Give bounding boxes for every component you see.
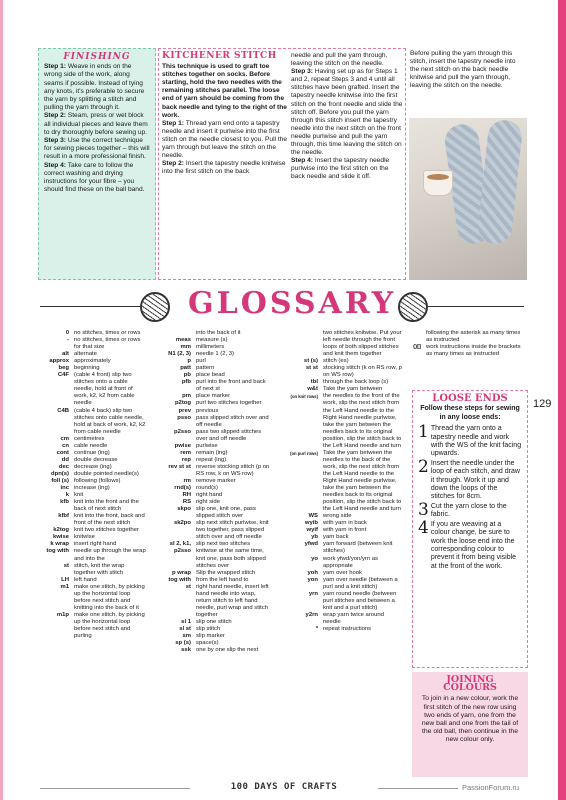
glossary-term: psso [177,414,191,421]
page-number: 129 [533,398,552,410]
glossary-definition: centimetres [74,435,105,442]
glossary-term: p wrap [172,569,191,576]
glossary-definition: no stitches, times or rows [74,330,141,336]
glossary-term: RH [182,492,191,499]
glossary-definition: work yfwd/yon/yrn as appropriate [323,555,378,569]
glossary-definition: right hand needle, insert left hand needle into wrap, return stitch to left hand needle, purl wrap and stitch together [196,583,269,618]
kitchener-step-3: Step 3: Having set up as for Steps 1 and 2, repeat Steps 3 and 4 until all stitches have been grafted. Insert the tapestry needle knitwise into the first stitch on the front needle and slide the stitch off. Before you pull the yarn through this stitch insert the tapestry needle into the next stitch on the front needle purlwise and pull the yarn through, this time leaving the stitch on the needle. [291,68,403,157]
glossary-column-2 [148,330,272,654]
page-edge-bar-left [0,0,3,800]
glossary-term: yrn [308,590,318,597]
glossary-entry [148,548,272,569]
glossary-entry [148,358,272,365]
glossary-term: dd [61,456,69,463]
footer-title: 100 DAYS OF CRAFTS [230,782,338,792]
glossary-definition: Take the yarn between the needles to the back of the work, slip the next stitch from the Left Hand needle to the Right Hand needle purlwise, take the yarn between the needles back to its original position, slip the stitch back to the Left Hand needle and turn [323,449,402,513]
glossary-entry [275,379,403,386]
glossary-entry [275,513,403,520]
glossary-entry [38,563,146,577]
glossary-definition: one by one slip the next [196,647,259,654]
kitchener-col-3: Before pulling the yarn through this stitch, insert the tapestry needle into the next stitch on the back needle knitwise and pull the yarn through, leaving the stitch on the needle. [410,50,516,90]
glossary-definition: slip one stitch [196,618,232,625]
finishing-box [38,48,156,280]
glossary-definition: work instructions inside the brackets as many times as instructed [426,344,521,358]
kitchener-title: KITCHENER STITCH [162,51,277,61]
glossary-entry [148,499,272,506]
glossary-term: kfb [60,499,69,506]
glossary-definition: previous [196,407,219,414]
finishing-title: FINISHING [63,52,131,62]
kitchener-col-2: needle and pull the yarn through, leaving the stitch on the needle. Step 3: Having set up as for Steps 1 and 2, repeat Steps 3 and 4 until all stitches have been grafted. Insert the tapestry needle knitwise into the first stitch on the front needle and slide the stitch off. Before you pull the yarn through this stitch insert the tapestry needle into the next stitch on the front needle purlwise and pull the yarn through, this time leaving the stitch on the needle. Step 4: Insert the tapestry needle purlwise into the first stitch on the back needle and slide it off. [291,52,403,181]
glossary-term: sp (s) [175,640,191,647]
glossary-entry [275,626,403,633]
glossary-term: foll (s) [51,477,69,484]
glossary-definition: stitch (es) [323,358,349,365]
glossary-term: m1p [56,611,69,618]
glossary-term: ()[] [413,344,421,351]
glossary-entry [38,478,146,485]
glossary-term: tbl [310,379,318,386]
glossary-entry [38,436,146,443]
glossary-entry [148,372,272,379]
footer-rule-right [378,788,458,789]
glossary-definition: cable needle [74,442,108,449]
tea-cup [423,170,453,196]
glossary-entry [275,556,403,570]
glossary-definition: right side [196,499,220,506]
glossary-entry [275,520,403,527]
glossary-entry [275,534,403,541]
glossary-definition: place marker [196,393,231,400]
loose-ends-title: LOOSE ENDS [432,393,508,404]
glossary-definition: yarn over hook [323,569,362,576]
glossary-definition: remain (ing) [196,449,228,456]
finishing-step-3: Step 3: Use the correct technique for sewing pieces together – this will result in a more professional finish. [44,137,150,161]
glossary-entry [275,393,403,449]
glossary-entry [148,520,272,541]
glossary-definition: two stitches knitwise. Put your left needle through the front loops of both slipped stitches and knit them together [323,330,402,358]
glossary-column-3 [275,330,403,633]
glossary-entry [406,330,524,344]
glossary-entry [275,541,403,555]
finishing-step-1: Step 1: Weave in ends on the wrong side of the work, along seams if possible. Instead of tying any knots, it’s preferable to secure the yarn by splitting a stitch and pulling the yarn through it. [44,63,145,112]
glossary-definition: knit into the front, back and front of the next stitch [74,513,145,527]
glossary-definition: insert right hand [74,541,117,548]
joining-title: JOINING COLOURS [443,674,497,694]
glossary-term: p2sso [173,428,191,435]
glossary-definition: purl into the front and back of next st [196,379,266,393]
glossary-entry [38,330,146,337]
glossary-definition: decrease (ing) [74,463,112,470]
sock-right [477,119,524,246]
glossary-entry [148,584,272,619]
glossary-term: LH [61,576,69,583]
joining-colours-box [412,672,528,777]
glossary-entry [38,337,146,351]
glossary-entry [38,471,146,478]
glossary-term: pm [182,393,191,400]
yarn-line-left [40,306,140,307]
glossary-term: cn [62,442,69,449]
glossary-entry [38,541,146,548]
glossary-term: sm [182,633,191,640]
glossary-term: prev [178,407,191,414]
glossary-entry [275,330,403,358]
glossary-definition: with yarn in back [323,520,367,527]
glossary-term: wyib [304,520,318,527]
glossary-term: wyif [306,527,318,534]
glossary-entry [148,365,272,372]
glossary-entry [275,527,403,534]
glossary-term: skpo [177,506,191,513]
glossary-definition: repeat instructions [323,625,372,632]
glossary-term: yb [311,534,318,541]
glossary-entry [148,344,272,351]
glossary-term: beg [58,365,69,372]
glossary-definition: wrap yarn twice around needle [323,611,384,625]
glossary-entry [38,492,146,499]
glossary-entry [38,499,146,513]
glossary-entry [275,570,403,577]
glossary-entry [148,330,272,337]
watermark: PassionForum.ru [462,783,520,792]
finishing-step-2: Step 2: Steam, press or wet block all individual pieces and leave them to dry thoroughly before sewing up. [44,112,148,136]
glossary-term: rm [183,477,191,484]
glossary-term: k [65,492,69,499]
glossary-entry [148,408,272,415]
glossary-term: dpn(s) [51,470,69,477]
glossary-definition: slip one, knit one, pass slipped stitch over [196,506,256,520]
glossary-term: mm [180,344,191,351]
glossary-entry [148,478,272,485]
glossary-entry [38,372,146,407]
glossary-entry [148,464,272,478]
kitchener-step-2: Step 2: Insert the tapestry needle knitwise into the first stitch on the back [162,160,286,176]
footer-rule-left [40,788,190,789]
glossary-entry [275,358,403,365]
glossary-term: yo [311,555,318,562]
glossary-term: pfb [181,379,191,386]
glossary-entry [38,408,146,436]
glossary-definition: (cable 4 front) slip two stitches onto a cable needle, hold at front of work, k2, k2 from cable needle [74,372,135,407]
glossary-entry [148,457,272,464]
glossary-definition: pass slipped stitch over and off needle [196,414,269,428]
glossary-entry [38,351,146,358]
glossary-definition: measure (s) [196,337,228,344]
glossary-entry [38,450,146,457]
glossary-term: WS [308,513,318,520]
glossary-entry [148,337,272,344]
glossary-definition: alternate [74,351,97,358]
glossary-term: yon [307,576,318,583]
glossary-term: yoh [307,569,318,576]
glossary-entry [275,591,403,612]
glossary-entry [38,548,146,562]
glossary-term: C4F [57,372,69,379]
loose-ends-step: 1 Thread the yarn onto a tapestry needle and work with the WS of the knit facing upwards. [418,422,522,458]
glossary-term: st (s) [303,358,318,365]
glossary-definition: right hand [196,492,223,499]
glossary-entry [275,386,403,393]
glossary-term: * [315,625,318,632]
glossary-entry [38,464,146,471]
glossary-definition: purl two stitches together [196,400,262,407]
glossary-definition: yarn round needle (between purl stitches and between a knit and a purl stitch) [323,590,397,611]
glossary-definition: round(s) [196,485,218,492]
glossary-entry [38,513,146,527]
glossary-term: RS [182,499,191,506]
glossary-term: p2sso [173,548,191,555]
glossary-title: GLOSSARY [188,286,397,321]
glossary-entry [38,577,146,584]
glossary-term: cont [56,449,69,456]
loose-ends-step: 4 If you are weaving at a colour change, be sure to work the loose end into the corresponding colour to prevent it from being visible at the front of the work. [418,517,517,570]
glossary-definition: with yarn in front [323,527,367,534]
glossary-term [406,330,426,344]
glossary-term: cm [60,435,69,442]
glossary-definition: from the left hand to [196,576,249,583]
glossary-definition: knit into the front and the back of next stitch [74,499,139,513]
glossary-definition: the needles to the front of the work, slip the next stitch from the Left Hand needle to the Right Hand needle purlwise, take the yarn between the needles back to its original position, slip the stitch back to the Left Hand needle and turn [323,393,402,449]
glossary-definition: (cable 4 back) slip two stitches onto cable needle, hold at back of work, k2, k2 from cable needle [74,407,146,435]
glossary-definition: beginning [74,365,100,372]
glossary-definition: left hand [74,576,97,583]
glossary-entry [38,534,146,541]
glossary-entry [148,570,272,577]
glossary-definition: remove marker [196,477,236,484]
glossary-entry [148,400,272,407]
glossary-term: alt [62,351,69,358]
glossary-header [0,286,566,322]
glossary-term: sl 2, k1, [169,541,191,548]
glossary-term: rep [181,456,191,463]
glossary-term: - [67,337,69,344]
glossary-term [148,330,196,337]
loose-ends-box [412,390,528,668]
glossary-term: st [63,562,69,569]
glossary-term: C4B [57,407,69,414]
glossary-term: tog with [46,548,69,555]
glossary-entry [275,365,403,379]
glossary-term: 0 [65,330,69,336]
glossary-term: (on purl rows) [290,450,318,456]
glossary-entry [406,344,524,358]
glossary-term: inc [60,485,69,492]
kitchener-step-1: Step 1: Thread yarn end onto a tapestry needle and insert it purlwise into the first stitch on the needle closest to you. Pull the yarn through but leave the stitch on the needle. [162,119,287,160]
glossary-entry [148,379,272,393]
glossary-definition: needle 1 (2, 3) [196,351,234,358]
yarn-ball-icon [140,292,170,322]
finishing-step-4: Step 4: Take care to follow the correct washing and drying instructions for your fibre – you should find these on the ball band. [44,161,145,194]
glossary-definition: yarn back [323,534,349,541]
glossary-definition: knit two stitches together [74,527,139,534]
glossary-entry [148,443,272,450]
glossary-definition: knit [74,492,84,499]
glossary-entry [38,457,146,464]
glossary-entry [148,351,272,358]
glossary-definition: double pointed needle(s) [74,470,139,477]
glossary-term: rnd(s) [174,485,191,492]
glossary-definition: following (follows) [74,477,121,484]
yarn-ball-icon [398,292,428,322]
glossary-definition: Take the yarn between [323,386,383,393]
glossary-term: tog with [168,576,191,583]
glossary-term: sk2po [173,520,191,527]
glossary-term: st st [305,365,318,372]
glossary-definition: pass two slipped stitches over and off needle [196,428,262,442]
loose-ends-step: 2 Insert the needle under the loop of each stitch, and draw it through. Work it up and down the loops of the stitches for 8cm. [418,456,520,501]
glossary-entry [148,492,272,499]
glossary-term: rem [180,449,191,456]
page-edge-bar [558,0,566,800]
glossary-term: y2rn [305,611,318,618]
glossary-term: patt [180,365,191,372]
glossary-term: ssk [181,647,191,654]
glossary-column-4 [406,330,524,358]
glossary-definition: yarn forward (between knit stitches) [323,541,393,555]
glossary-term: kwise [52,534,69,541]
glossary-entry [38,485,146,492]
glossary-entry [148,429,272,443]
glossary-entry [148,577,272,584]
glossary-entry [148,626,272,633]
glossary-definition: place bead [196,372,225,379]
glossary-definition: yarn over needle (between a purl and a knit stitch) [323,576,398,590]
glossary-term: k2tog [53,527,69,534]
kitchener-col-1 [162,52,287,276]
glossary-definition: make one stitch, by picking up the horizontal loop before next stitch and knitting into the back of it [74,583,145,611]
glossary-definition: approximately [74,358,111,365]
glossary-definition: following the asterisk as many times as instructed [426,330,521,344]
glossary-term: k wrap [50,541,69,548]
glossary-entry [148,633,272,640]
glossary-definition: needle up through the wrap and into the [74,548,146,562]
glossary-term: p2tog [174,400,191,407]
glossary-definition: repeat (ing) [196,456,227,463]
glossary-entry [38,584,146,612]
kitchener-step-4: Step 4: Insert the tapestry needle purlwise into the first stitch on the back needle and slide it off. [291,157,390,181]
glossary-term: dec [58,463,69,470]
glossary-term: st [185,583,191,590]
glossary-column-1 [38,330,146,640]
glossary-definition: knitwise at the same time, knit one, pass both slipped stitches over [196,548,266,569]
glossary-entry [148,541,272,548]
glossary-term: approx [49,358,69,365]
glossary-definition: into the back of it [196,330,241,336]
glossary-entry [275,450,403,513]
glossary-entry [148,647,272,654]
glossary-term: sl st [179,625,191,632]
glossary-entry [38,527,146,534]
glossary-definition: wrong side [323,513,352,520]
glossary-definition: space(s) [196,640,219,647]
glossary-definition: pattern [196,365,215,372]
socks-photo [409,118,527,280]
glossary-definition: slip next stitch purlwise, knit two together, pass slipped stitch over and off needle [196,520,269,541]
loose-ends-intro: Follow these steps for sewing in any loose ends: [420,405,520,421]
glossary-entry [38,612,146,640]
glossary-definition: continue (ing) [74,449,110,456]
glossary-term: m1 [60,583,69,590]
glossary-entry [38,358,146,365]
glossary-term: pb [183,372,191,379]
glossary-entry [148,450,272,457]
glossary-term: yfwd [304,541,318,548]
glossary-term: (on knit rows) [290,394,318,400]
glossary-definition: Slip the wrapped stitch [196,569,256,576]
glossary-entry [148,485,272,492]
glossary-definition: slip stitch [196,625,221,632]
glossary-term: p [187,358,191,365]
glossary-term: w&t [307,386,318,393]
glossary-definition: make one stitch, by picking up the horizontal loop before next stitch and purling [74,611,145,640]
kitchener-intro: This technique is used to graft toe stitches together on socks. Before starting, hold the two needles with the remaining stitches parallel. The loose end of yarn should be coming from the back needle and tying to the right of the work. [162,63,287,119]
glossary-entry [275,577,403,591]
glossary-term: meas [175,337,191,344]
glossary-entry [148,640,272,647]
glossary-definition: stocking stitch (k on RS row, p on WS row) [323,365,402,379]
glossary-entry [148,415,272,429]
glossary-entry [148,619,272,626]
yarn-line-right [428,306,524,307]
glossary-entry [148,506,272,520]
glossary-definition: purlwise [196,442,218,449]
glossary-term: rev st st [168,463,191,470]
glossary-entry [38,365,146,372]
glossary-term [275,330,323,358]
glossary-definition: no stitches, times or rows for that size [74,337,141,351]
glossary-definition: stitch, knit the wrap together with stitch [74,562,125,576]
glossary-definition: millimeters [196,344,225,351]
glossary-definition: slip marker [196,633,225,640]
glossary-definition: increase (ing) [74,485,110,492]
glossary-entry [275,612,403,626]
glossary-definition: through the back loop (s) [323,379,389,386]
glossary-definition: slip next two stitches [196,541,251,548]
joining-text: To join in a new colour, work the first stitch of the new row using two ends of yarn, one from the new ball and one from the tail of the old ball, then continue in the new colour only. [421,695,519,744]
glossary-definition: knitwise [74,534,95,541]
glossary-term: sl 1 [181,618,191,625]
glossary-term: kfbf [58,513,69,520]
glossary-definition: double decrease [74,456,118,463]
glossary-term: pwise [174,442,191,449]
glossary-entry [148,393,272,400]
glossary-definition: reverse stocking stitch (p on RS row, k on WS row) [196,463,270,477]
glossary-definition: purl [196,358,206,365]
loose-ends-step: 3 Cut the yarn close to the fabric. [418,499,507,520]
glossary-term: N1 (2, 3) [168,351,191,358]
glossary-entry [38,443,146,450]
